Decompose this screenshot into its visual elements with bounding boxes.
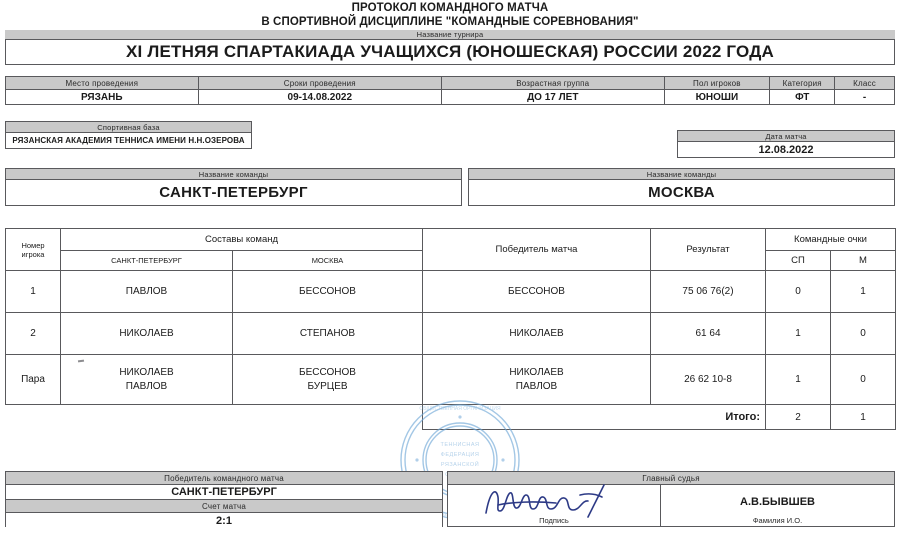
tournament-name-box [5,39,895,65]
header-match-winner: Победитель матча [423,229,651,271]
header-player-number-line2: игрока [21,249,45,259]
cell-home-players [61,271,233,313]
judge-name-value: А.В.БЫВШЕВ [740,496,815,508]
cell-result: 61 64 [651,313,766,355]
info-label-dates: Сроки проведения [199,77,441,90]
handwritten-signature [476,481,636,521]
footer-value-match-score: 2:1 [6,513,442,528]
header-team-home: САНКТ-ПЕТЕРБУРГ [61,251,233,271]
cell-points-m: 1 [831,271,896,313]
header-team-away: МОСКВА [233,251,423,271]
footer-label-match-winner: Победитель командного матча [6,472,442,485]
player-name: БЕССОНОВ [299,367,356,378]
away-team-box [468,168,895,206]
player-name: НИКОЛАЕВ [119,367,174,378]
cell-player-number: Пара [6,355,61,405]
cell-points-m: 0 [831,313,896,355]
judge-name-cell [661,485,894,526]
footer-chief-judge-box [447,471,895,527]
footer-label-chief-judge: Главный судья [448,472,894,485]
judge-name-caption: Фамилия И.О. [752,516,803,525]
cell-match-winner [423,271,651,313]
footer-match-outcome-box [5,471,443,527]
info-cell-place [6,77,199,104]
judge-signature-cell [448,485,661,526]
cell-away-players [233,271,423,313]
event-info-table [5,76,895,105]
info-value-age-group: ДО 17 ЛЕТ [442,90,664,104]
venue-box [5,121,252,149]
document-title-line-2: В СПОРТИВНОЙ ДИСЦИПЛИНЕ "КОМАНДНЫЕ СОРЕВНОВАНИЯ" [261,16,639,28]
info-value-place: РЯЗАНЬ [6,90,198,104]
info-cell-class [835,77,894,104]
player-name: НИКОЛАЕВ [509,327,564,339]
player-name: ПАВЛОВ [125,380,168,392]
footer-label-match-score: Счет матча [6,500,442,513]
player-name: БУРЦЕВ [307,380,348,392]
table-row [6,271,896,313]
info-label-class: Класс [835,77,894,90]
venue-value: РЯЗАНСКАЯ АКАДЕМИЯ ТЕННИСА ИМЕНИ Н.Н.ОЗЕРОВА [6,133,251,148]
cell-points-m: 0 [831,355,896,405]
cell-match-winner [423,313,651,355]
tournament-name-value: XI ЛЕТНЯЯ СПАРТАКИАДА УЧАЩИХСЯ (ЮНОШЕСКАЯ) РОССИИ 2022 ГОДА [125,42,775,61]
info-label-category: Категория [770,77,834,90]
player-name: ПАВЛОВ [515,380,558,392]
cell-away-players [233,355,423,405]
info-value-dates: 09-14.08.2022 [199,90,441,104]
info-value-class: - [835,90,894,104]
info-cell-age-group [442,77,665,104]
signature-caption: Подпись [539,516,569,525]
home-team-box [5,168,462,206]
player-name: ПАВЛОВ [125,285,168,297]
table-row [6,313,896,355]
match-date-box [677,130,895,158]
table-row [6,355,896,405]
cell-away-players [233,313,423,355]
footer-judge-body [448,485,894,526]
home-team-name: САНКТ-ПЕТЕРБУРГ [6,180,461,205]
cell-result: 26 62 10-8 [651,355,766,405]
cell-home-players [61,313,233,355]
cell-player-number: 2 [6,313,61,355]
results-table [5,228,896,430]
player-name: СТЕПАНОВ [299,327,356,339]
header-lineups: Составы команд [61,229,423,251]
info-value-category: ФТ [770,90,834,104]
tournament-name-label: Название турнира [5,30,895,39]
total-spacer-left [6,405,423,430]
info-label-age-group: Возрастная группа [442,77,664,90]
venue-label: Спортивная база [6,122,251,133]
player-name: БЕССОНОВ [508,285,565,297]
cell-home-players [61,355,233,405]
footer-value-match-winner: САНКТ-ПЕТЕРБУРГ [6,485,442,500]
player-name: НИКОЛАЕВ [119,327,174,339]
info-value-gender: ЮНОШИ [665,90,770,104]
match-date-label: Дата матча [678,131,894,142]
away-team-name: МОСКВА [469,180,894,205]
cell-points-sp: 1 [766,313,831,355]
svg-text:РЯЗАНСКОЙ: РЯЗАНСКОЙ [440,462,480,468]
header-result: Результат [651,229,766,271]
document-title-line-1: ПРОТОКОЛ КОМАНДНОГО МАТЧА [351,2,549,14]
match-date-value: 12.08.2022 [678,142,894,157]
info-label-gender: Пол игроков [665,77,770,90]
results-total-row [6,405,896,430]
header-team-points: Командные очки [766,229,896,251]
player-name: НИКОЛАЕВ [509,367,564,378]
home-team-label: Название команды [6,169,461,180]
total-sp: 2 [766,405,831,430]
svg-text:ФЕДЕРАЦИЯ: ФЕДЕРАЦИЯ [440,452,480,458]
results-header-row-1 [6,229,896,251]
svg-text:ТЕННИСНАЯ: ТЕННИСНАЯ [440,442,480,448]
info-cell-gender [665,77,771,104]
total-label: Итого: [423,405,766,430]
cell-player-number: 1 [6,271,61,313]
header-points-sp: СП [766,251,831,271]
total-m: 1 [831,405,896,430]
cell-result: 75 06 76(2) [651,271,766,313]
away-team-label: Название команды [469,169,894,180]
header-player-number [6,229,61,271]
info-cell-dates [199,77,442,104]
info-label-place: Место проведения [6,77,198,90]
svg-text:ОБЩЕСТВЕННАЯ ОРГАНИЗАЦИЯ: ОБЩЕСТВЕННАЯ ОРГАНИЗАЦИЯ [419,406,501,412]
info-cell-category [770,77,835,104]
cell-points-sp: 0 [766,271,831,313]
cell-points-sp: 1 [766,355,831,405]
player-name: БЕССОНОВ [299,285,356,297]
header-points-m: М [831,251,896,271]
header-player-number-line1: Номер [21,240,45,250]
cell-match-winner [423,355,651,405]
